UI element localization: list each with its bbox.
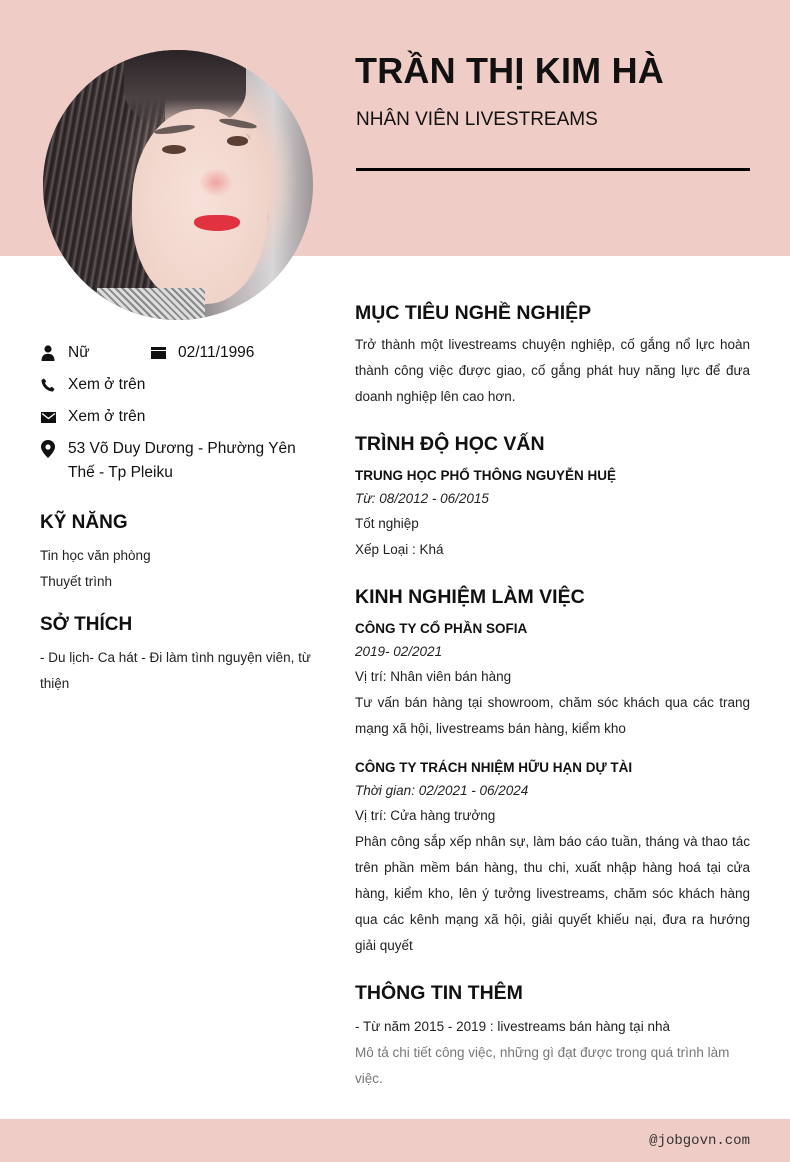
objective-heading: MỤC TIÊU NGHỀ NGHIỆP — [355, 302, 592, 324]
skill-item: Thuyết trình — [40, 574, 113, 589]
gender-row — [40, 341, 90, 365]
job-position: Vị trí: Cửa hàng trưởng — [355, 808, 496, 823]
objective-text: Trở thành một livestreams chuyện nghiệp, cố gắng nổ lực hoàn thành công việc được giao, cố gắng phát huy năng lực để đưa doanh nghiệp lên cao hơn. — [355, 337, 750, 404]
job-company: CÔNG TY CỔ PHẦN SOFIA — [355, 621, 528, 636]
skills-list — [40, 543, 325, 595]
education-heading: TRÌNH ĐỘ HỌC VẤN — [355, 433, 545, 455]
hobbies-text: - Du lịch- Ca hát - Đi làm tình nguyện viên, từ thiện — [40, 650, 311, 691]
additional-line: - Từ năm 2015 - 2019 : livestreams bán hàng tại nhà — [355, 1019, 670, 1034]
avatar-eye — [162, 145, 186, 154]
avatar-nose — [200, 169, 232, 196]
job-period: 2019- 02/2021 — [355, 644, 443, 659]
birthdate-value: 02/11/1996 — [178, 344, 255, 361]
address-value — [68, 437, 296, 485]
skills-heading: KỸ NĂNG — [40, 512, 128, 533]
job-description: Tư vấn bán hàng tại showroom, chăm sóc khách qua các trang mạng xã hội, livestreams bán hàng, kiểm kho — [355, 695, 750, 736]
calendar-icon — [150, 341, 166, 365]
address-line-2: Thế - Tp Pleiku — [68, 464, 173, 481]
email-value: Xem ở trên — [68, 408, 146, 425]
job-period: Thời gian: 02/2021 - 06/2024 — [355, 783, 529, 798]
job-company: CÔNG TY TRÁCH NHIỆM HỮU HẠN DỰ TÀI — [355, 760, 633, 775]
gender-value: Nữ — [68, 344, 90, 361]
education-period: Từ: 08/2012 - 06/2015 — [355, 491, 489, 506]
candidate-name: TRẦN THỊ KIM HÀ — [355, 50, 664, 91]
address-line-1: 53 Võ Duy Dương - Phường Yên — [68, 440, 296, 457]
avatar-photo — [43, 50, 313, 320]
job-description: Phân công sắp xếp nhân sự, làm báo cáo tuần, tháng và thao tác trên phần mềm bán hàng, thu chi, xuất nhập hàng hoá tại cửa hàng, kiểm kho, lên ý tưởng livestreams, chăm sóc khách hàng qua các kênh mạng xã hội, giải quyết khiếu nại, đưa ra hướng giải quyết — [355, 834, 750, 953]
envelope-icon — [40, 405, 56, 429]
additional-description: Mô tả chi tiết công việc, những gì đạt được trong quá trình làm việc. — [355, 1045, 730, 1086]
additional-heading: THÔNG TIN THÊM — [355, 982, 523, 1004]
footer-brand: @jobgovn.com — [649, 1133, 750, 1149]
avatar-shirt — [97, 288, 205, 320]
school-name: TRUNG HỌC PHỔ THÔNG NGUYỄN HUỆ — [355, 468, 617, 483]
job-title: NHÂN VIÊN LIVESTREAMS — [356, 109, 598, 130]
phone-value: Xem ở trên — [68, 376, 146, 393]
avatar-eye — [227, 136, 249, 145]
phone-icon — [40, 373, 56, 397]
education-status: Tốt nghiệp — [355, 516, 419, 531]
phone-row — [40, 373, 145, 397]
address-row — [40, 437, 310, 485]
birthdate-row — [150, 341, 254, 365]
experience-heading: KINH NGHIỆM LÀM VIỆC — [355, 586, 585, 608]
header-divider — [356, 168, 750, 171]
hobbies-heading: SỞ THÍCH — [40, 614, 133, 635]
job-position: Vị trí: Nhân viên bán hàng — [355, 669, 512, 684]
education-grade: Xếp Loại : Khá — [355, 542, 444, 557]
avatar-lips — [194, 215, 240, 231]
location-pin-icon — [40, 437, 56, 461]
email-row — [40, 405, 145, 429]
person-icon — [40, 341, 56, 365]
skill-item: Tin học văn phòng — [40, 548, 151, 563]
